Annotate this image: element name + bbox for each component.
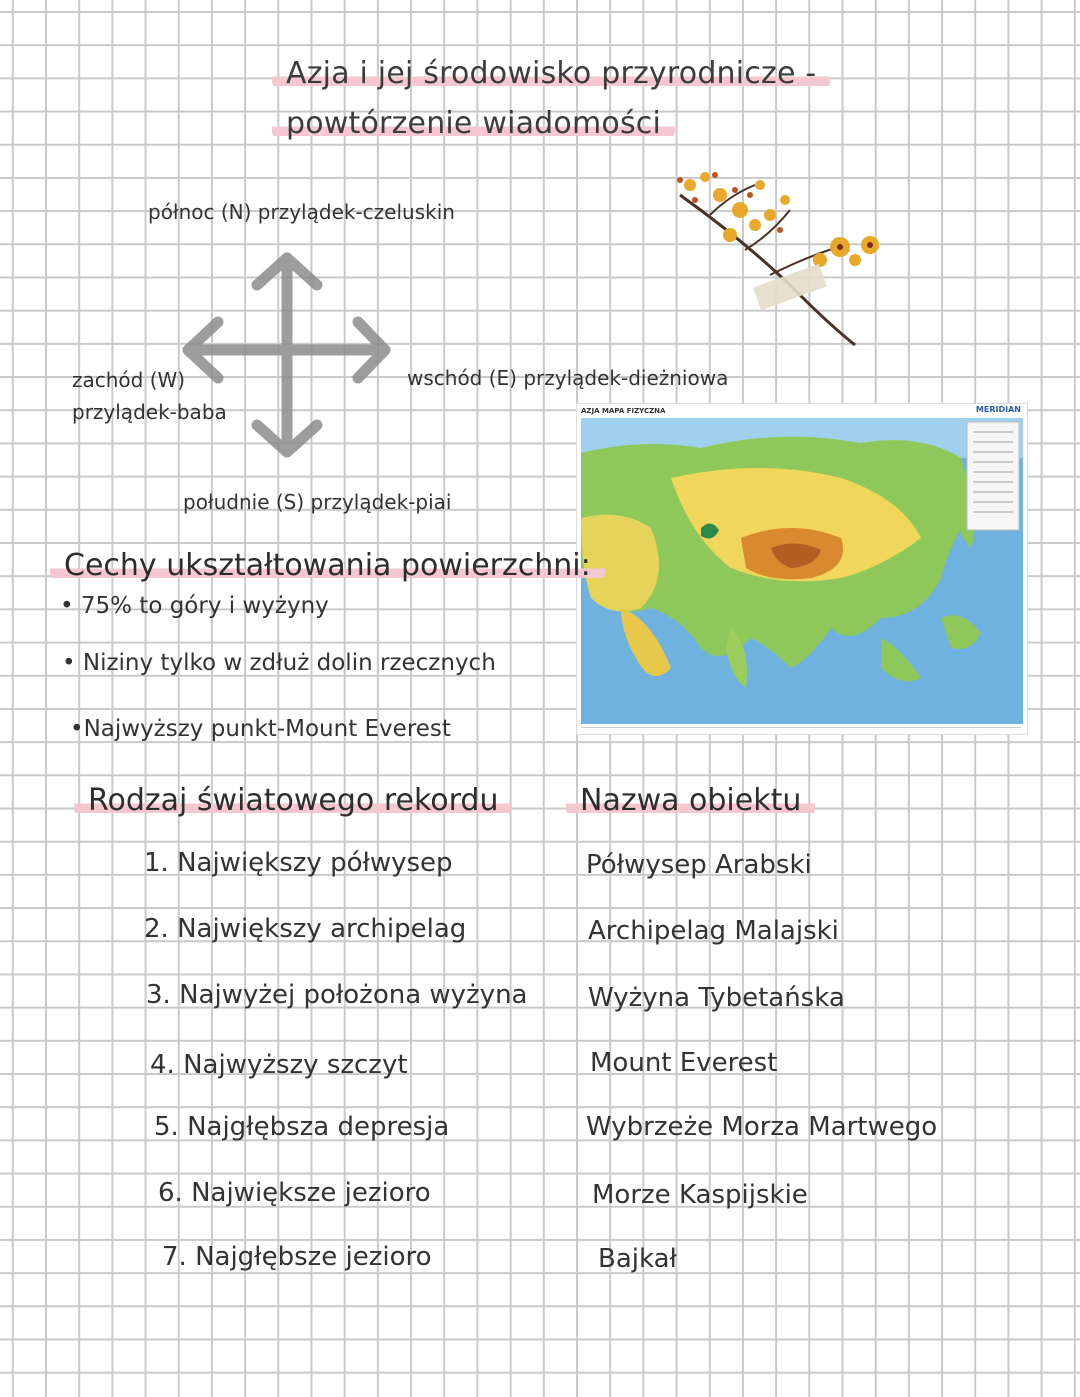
- map-footer: [581, 727, 1021, 732]
- record-name-6: Morze Kaspijskie: [592, 1180, 808, 1210]
- page-subtitle: [272, 106, 675, 141]
- record-type-7: 7. Najgłębsze jezioro: [162, 1242, 432, 1272]
- records-col2-heading-text: Nazwa obiektu: [566, 783, 815, 818]
- records-col2-heading: [566, 783, 815, 818]
- record-name-3: Wyżyna Tybetańska: [588, 983, 845, 1013]
- title-line-2: powtórzenie wiadomości: [272, 106, 675, 141]
- surface-heading: [50, 548, 605, 583]
- compass-west-cape: przylądek-baba: [72, 400, 227, 424]
- record-type-6: 6. Największe jezioro: [158, 1178, 431, 1208]
- record-name-7: Bajkał: [598, 1244, 677, 1274]
- records-col1-heading-text: Rodzaj światowego rekordu: [74, 783, 512, 818]
- surface-bullet-1: • 75% to góry i wyżyny: [60, 593, 329, 619]
- surface-heading-text: Cechy ukształtowania powierzchni:: [50, 548, 605, 583]
- record-type-5: 5. Najgłębsza depresja: [154, 1112, 450, 1142]
- surface-bullet-3: •Najwyższy punkt-Mount Everest: [70, 716, 451, 742]
- record-name-4: Mount Everest: [590, 1048, 778, 1078]
- records-col1-heading: [74, 783, 512, 818]
- map-title: AZJA MAPA FIZYCZNA: [581, 407, 666, 415]
- compass-west-label: zachód (W): [72, 368, 186, 392]
- flower-sprig-icon: [660, 155, 890, 355]
- page-title: [272, 56, 830, 91]
- compass-east-label: wschód (E) przylądek-dieżniowa: [407, 366, 729, 390]
- record-type-2: 2. Największy archipelag: [144, 914, 467, 944]
- record-name-2: Archipelag Malajski: [588, 916, 839, 946]
- record-name-1: Półwysep Arabski: [586, 850, 812, 880]
- compass-arrows-icon: [170, 240, 410, 470]
- record-type-1: 1. Największy półwysep: [144, 848, 453, 878]
- map-image: [581, 418, 1023, 724]
- map-logo: MERIDIAN: [975, 405, 1021, 414]
- surface-bullet-2: • Niziny tylko w zdłuż dolin rzecznych: [62, 650, 496, 676]
- record-type-4: 4. Najwyższy szczyt: [150, 1050, 408, 1080]
- record-type-3: 3. Najwyżej położona wyżyna: [146, 980, 528, 1010]
- record-name-5: Wybrzeże Morza Martwego: [586, 1112, 938, 1142]
- title-line-1: Azja i jej środowisko przyrodnicze -: [272, 56, 830, 91]
- compass-north-label: północ (N) przylądek-czeluskin: [148, 200, 455, 224]
- compass-south-label: południe (S) przylądek-piai: [183, 490, 452, 514]
- asia-physical-map: [576, 403, 1028, 735]
